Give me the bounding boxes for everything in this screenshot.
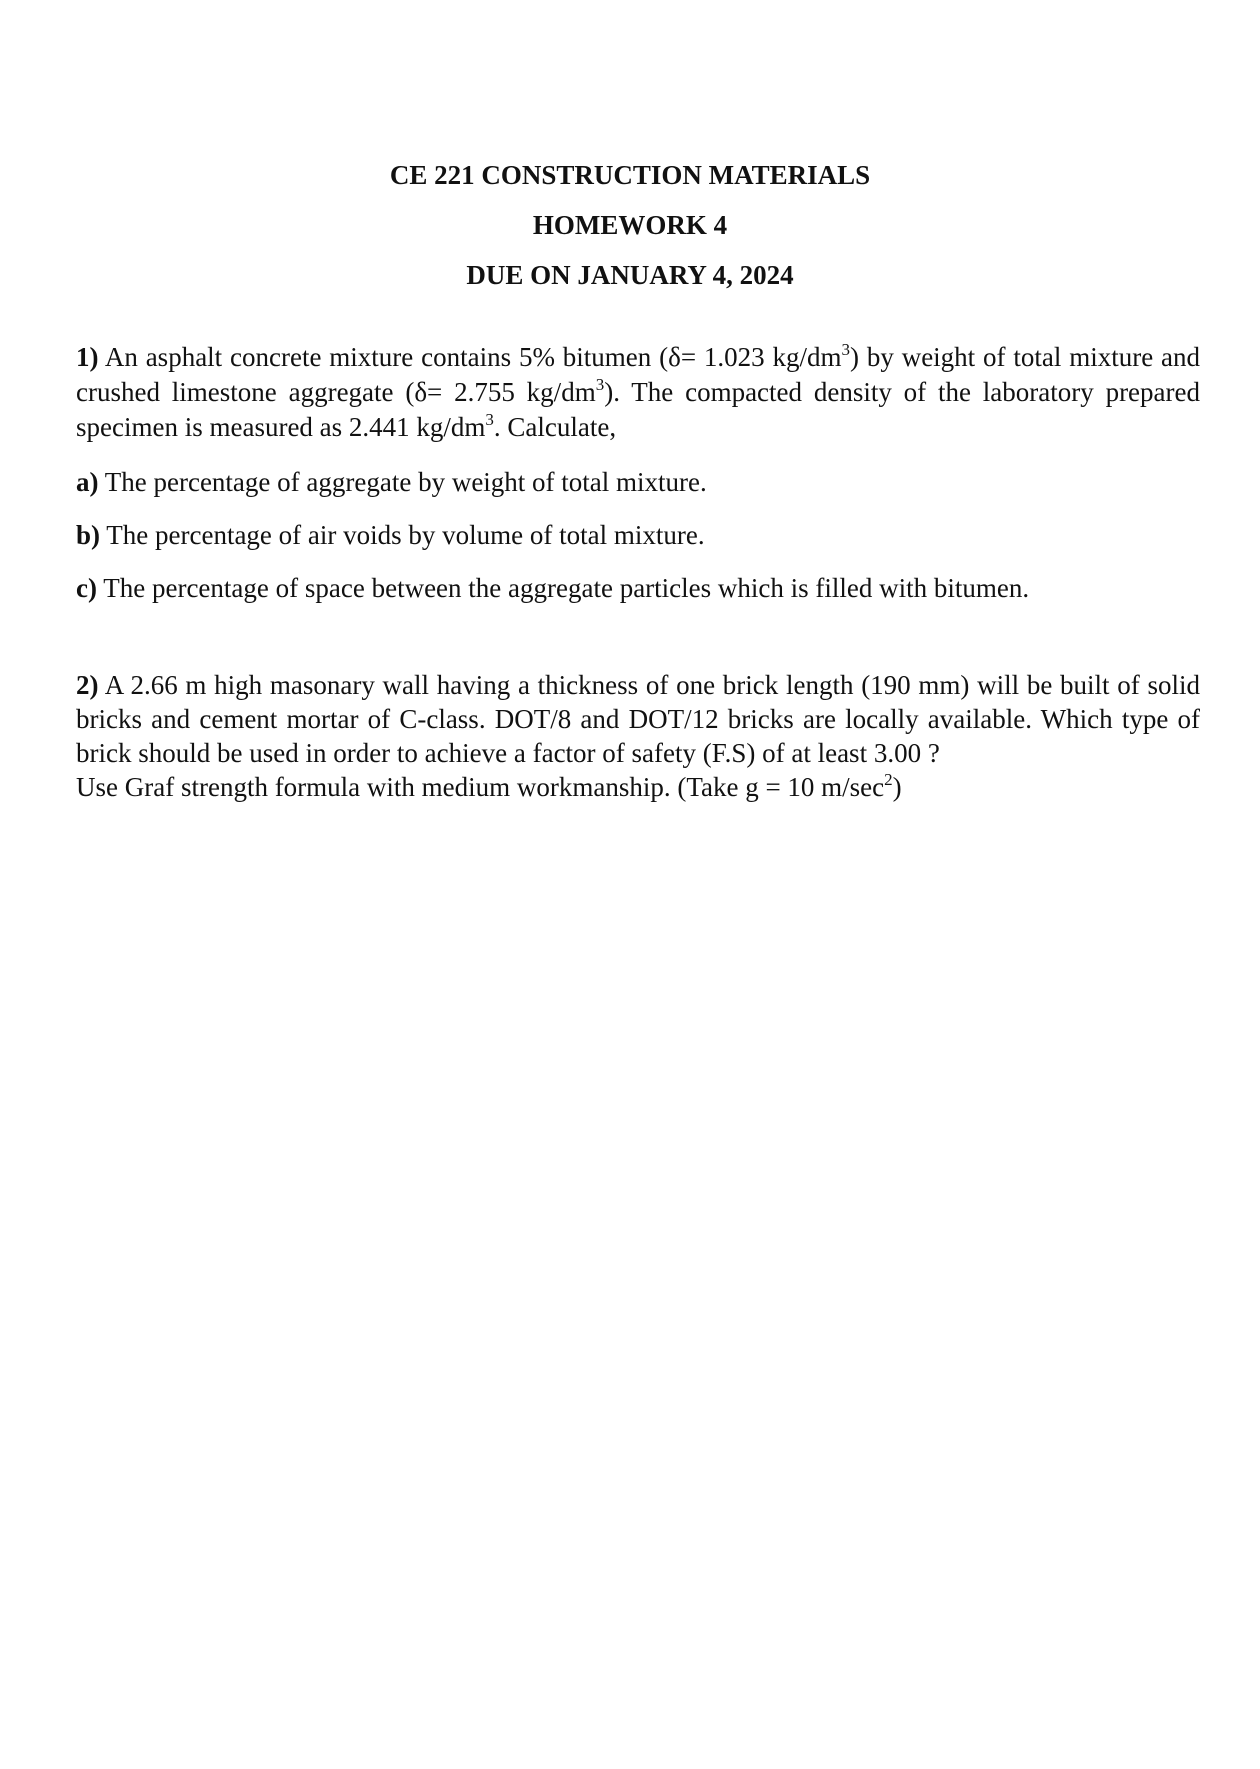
problem-1-part-c <box>76 571 1200 605</box>
part-label: c) <box>76 573 97 603</box>
part-text: The percentage of air voids by volume of total mixture. <box>100 520 705 550</box>
problem-1 <box>76 340 1200 605</box>
problem-1-part-b <box>76 518 1200 552</box>
part-label: a) <box>76 467 99 497</box>
problem-1-number: 1) <box>76 342 99 372</box>
due-date: DUE ON JANUARY 4, 2024 <box>466 260 794 290</box>
superscript: 3 <box>595 375 605 394</box>
problem-2-instruction-end: ) <box>892 772 902 802</box>
problem-2 <box>76 668 1200 804</box>
problem-1-part-a <box>76 465 1200 499</box>
course-title: CE 221 CONSTRUCTION MATERIALS <box>389 160 871 190</box>
part-text: The percentage of aggregate by weight of total mixture. <box>98 467 707 497</box>
problem-1-text-a: An asphalt concrete mixture contains 5% bitumen (δ= 1.023 kg/dm <box>98 342 842 372</box>
problem-2-instruction-text: Use Graf strength formula with medium workmanship. (Take g = 10 m/sec <box>76 772 885 802</box>
problem-2-stem <box>76 668 1200 770</box>
superscript: 2 <box>884 770 893 789</box>
problem-1-text-d: . Calculate, <box>493 412 617 442</box>
problem-2-text: A 2.66 m high masonary wall having a thickness of one brick length (190 mm) will be built of solid bricks and cement mortar of C-class. DOT/8 and DOT/12 bricks are locally available. Which type of brick should be used in order to achieve a factor of safety (F.S) of at least 3.00 ? <box>76 670 1200 768</box>
problem-2-instruction <box>76 770 1200 804</box>
problem-2-number: 2) <box>76 670 99 700</box>
superscript: 3 <box>841 340 851 359</box>
part-text: The percentage of space between the aggregate particles which is filled with bitumen. <box>96 573 1030 603</box>
part-label: b) <box>76 520 101 550</box>
problem-1-text-c: ). The compacted density of the laboratory prepared specimen is measured as 2.441 kg/dm <box>76 377 1200 442</box>
problem-1-stem <box>76 340 1200 445</box>
homework-title: HOMEWORK 4 <box>532 210 728 240</box>
document-header <box>0 150 1260 300</box>
problem-1-text-b: ) by weight of total mixture and crushed limestone aggregate (δ= 2.755 kg/dm <box>76 342 1201 407</box>
superscript: 3 <box>485 410 494 429</box>
